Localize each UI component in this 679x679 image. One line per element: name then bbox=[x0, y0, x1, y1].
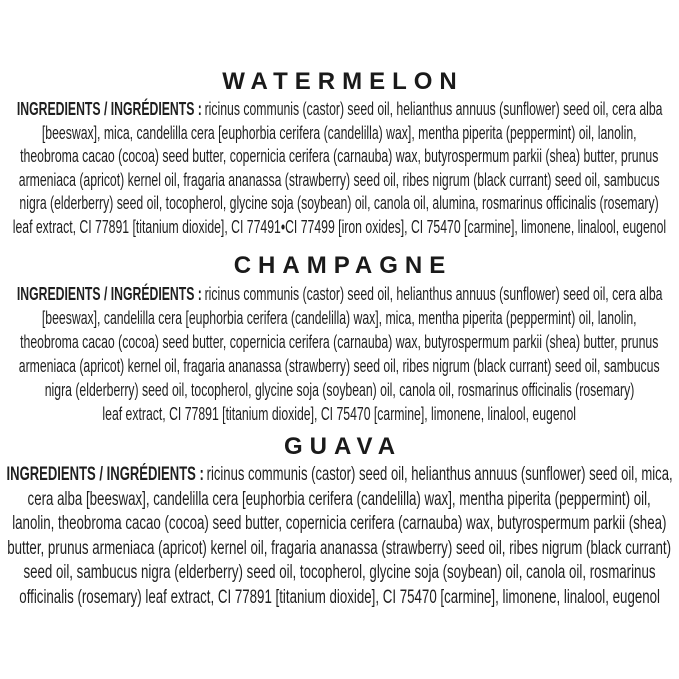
section-champagne bbox=[0, 253, 679, 426]
ingredients-line: lanolin, theobroma cacao (cocoa) seed butter, copernicia cerifera (carnauba) wax, butyrospermum parkii (shea) bbox=[12, 513, 667, 534]
ingredients-paragraph-guava bbox=[0, 463, 679, 610]
section-watermelon bbox=[0, 69, 679, 239]
ingredients-line-text: ricinus communis (castor) seed oil, helianthus annuus (sunflower) seed oil, cera alba bbox=[204, 284, 663, 304]
ingredients-label: INGREDIENTS / INGRÉDIENTS : bbox=[6, 464, 204, 485]
ingredients-line: butter, prunus armeniaca (apricot) kernel oil, fragaria ananassa (strawberry) seed oil, ribes nigrum (black currant) bbox=[7, 537, 672, 559]
ingredients-paragraph-champagne bbox=[0, 282, 679, 426]
ingredients-line bbox=[17, 282, 663, 306]
ingredients-line bbox=[6, 463, 672, 488]
section-title-guava: GUAVA bbox=[283, 433, 403, 460]
ingredients-line: officinalis (rosemary) leaf extract, CI 77891 [titanium dioxide], CI 75470 [carmine], limonene, linalool, eugenol bbox=[19, 586, 660, 608]
ingredients-line: armeniaca (apricot) kernel oil, fragaria ananassa (strawberry) seed oil, ribes nigrum (black currant) seed oil, sambucus bbox=[19, 356, 660, 376]
ingredients-line: theobroma cacao (cocoa) seed butter, copernicia cerifera (carnauba) wax, butyrospermum parkii (shea) butter, prunus bbox=[20, 332, 659, 352]
section-title-champagne: CHAMPAGNE bbox=[233, 252, 453, 279]
ingredients-label: INGREDIENTS / INGRÉDIENTS : bbox=[16, 99, 202, 119]
section-guava bbox=[0, 434, 679, 610]
ingredients-line: leaf extract, CI 77891 [titanium dioxide], CI 75470 [carmine], limonene, linalool, eugenol bbox=[102, 404, 577, 424]
ingredients-line: nigra (elderberry) seed oil, tocopherol, glycine soja (soybean) oil, canola oil, alumina, rosmarinus officinalis (rosemary) bbox=[19, 193, 660, 213]
ingredients-line: cera alba [beeswax], candelilla cera [euphorbia cerifera (candelilla) wax], mentha piperita (peppermint) oil, bbox=[27, 488, 652, 510]
ingredients-line-text: ricinus communis (castor) seed oil, helianthus annuus (sunflower) seed oil, mica, bbox=[206, 464, 673, 485]
section-title-watermelon: WATERMELON bbox=[222, 68, 464, 95]
ingredients-line-text: ricinus communis (castor) seed oil, helianthus annuus (sunflower) seed oil, cera alba bbox=[204, 99, 663, 119]
ingredients-line: [beeswax], candelilla cera [euphorbia cerifera (candelilla) wax], mica, mentha piperita (peppermint) oil, lanolin, bbox=[42, 308, 637, 328]
ingredients-label: INGREDIENTS / INGRÉDIENTS : bbox=[16, 284, 202, 304]
ingredients-line: nigra (elderberry) seed oil, tocopherol, glycine soja (soybean) oil, canola oil, rosmarinus officinalis (rosemary) bbox=[44, 380, 635, 400]
ingredients-line: theobroma cacao (cocoa) seed butter, copernicia cerifera (carnauba) wax, butyrospermum parkii (shea) butter, prunus bbox=[20, 146, 659, 166]
ingredients-line bbox=[17, 98, 663, 122]
ingredients-paragraph-watermelon bbox=[0, 98, 679, 239]
ingredients-line: [beeswax], mica, candelilla cera [euphorbia cerifera (candelilla) wax], mentha piperita (peppermint) oil, lanolin, bbox=[42, 122, 637, 143]
ingredients-line: armeniaca (apricot) kernel oil, fragaria ananassa (strawberry) seed oil, ribes nigrum (black currant) seed oil, sambucus bbox=[19, 169, 660, 190]
ingredients-line: leaf extract, CI 77891 [titanium dioxide], CI 77491•CI 77499 [iron oxides], CI 75470 [carmine], limonene, linalool, eugenol bbox=[12, 216, 667, 237]
ingredients-line: seed oil, sambucus nigra (elderberry) seed oil, tocopherol, glycine soja (soybean) oil, canola oil, rosmarinus bbox=[23, 562, 656, 583]
